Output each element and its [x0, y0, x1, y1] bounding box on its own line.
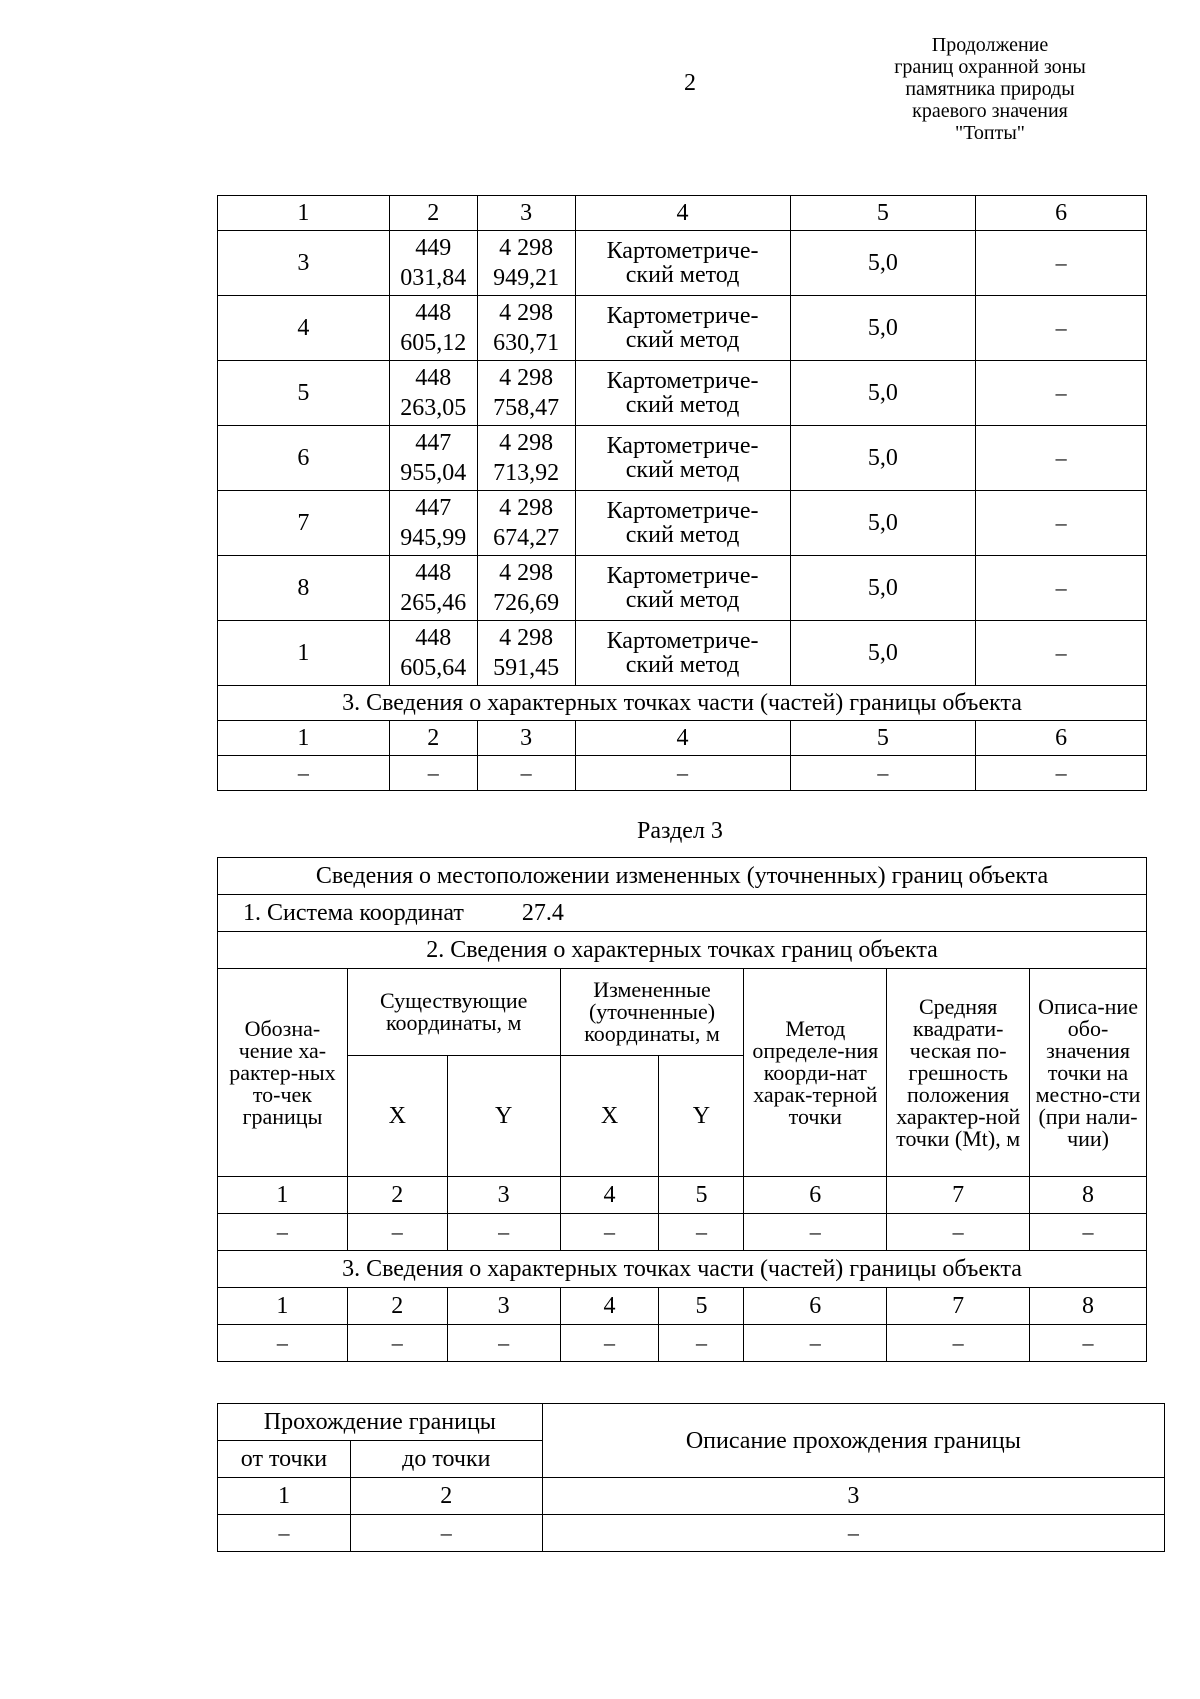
error-value: 5,0 [790, 361, 976, 426]
column-number: 2 [350, 1478, 542, 1515]
y-coordinate-line: 4 298 [499, 625, 554, 651]
dash-cell: – [744, 1325, 887, 1362]
existing-coords-header: Существующие координаты, м [347, 969, 560, 1056]
method-cell [575, 296, 790, 361]
x-coordinate-line: 447 [415, 430, 452, 456]
dash-cell: – [542, 1515, 1164, 1552]
column-number: 4 [560, 1177, 659, 1214]
x-coordinate-line: 605,64 [400, 655, 467, 681]
method-line: ский метод [625, 652, 740, 678]
passage-description-header: Описание прохождения границы [542, 1404, 1164, 1478]
header-cell: 6 [976, 721, 1147, 756]
dash-cell: – [976, 756, 1147, 791]
column-number: 2 [347, 1177, 447, 1214]
continuation-line: Продолжение [931, 34, 1049, 56]
y-coordinate-cell [477, 296, 575, 361]
y-coordinate-cell [477, 361, 575, 426]
header-cell: 5 [790, 721, 976, 756]
y-coordinate-line: 4 298 [499, 365, 554, 391]
method-line: Картометриче- [606, 628, 759, 654]
error-value: 5,0 [790, 231, 976, 296]
x-coordinate-cell [389, 361, 477, 426]
method-line: Картометриче- [606, 368, 759, 394]
designation-header: Обозна-чение ха-рактер-ных то-чек границы [218, 969, 348, 1177]
empty-row [218, 1214, 1147, 1251]
parts-empty-row [218, 756, 1147, 791]
page-number: 2 [684, 70, 696, 96]
error-value: 5,0 [790, 296, 976, 361]
points-table-body [218, 196, 1147, 791]
parts-header-row [218, 721, 1147, 756]
header-cell: 3 [477, 196, 575, 231]
dash-cell: – [1030, 1214, 1147, 1251]
error-value: 5,0 [790, 556, 976, 621]
x-coordinate-line: 955,04 [400, 460, 467, 486]
error-value: 5,0 [790, 426, 976, 491]
y-coordinate-cell [477, 621, 575, 686]
x-coordinate-cell [389, 556, 477, 621]
column-number: 3 [542, 1478, 1164, 1515]
y-coordinate-line: 4 298 [499, 560, 554, 586]
method-line: ский метод [625, 457, 740, 483]
y-coordinate-cell [477, 556, 575, 621]
y-coordinate-cell [477, 491, 575, 556]
points-table [217, 195, 1147, 791]
header-cell: 6 [976, 196, 1147, 231]
method-line: ский метод [625, 587, 740, 613]
method-line: Картометриче- [606, 433, 759, 459]
continuation-line: памятника природы [905, 78, 1075, 100]
method-line: ский метод [625, 522, 740, 548]
column-number: 7 [887, 1288, 1030, 1325]
method-cell [575, 426, 790, 491]
parts-title: 3. Сведения о характерных точках части (частей) границы объекта [218, 686, 1147, 721]
dash-cell: – [350, 1515, 542, 1552]
column-number: 1 [218, 1177, 348, 1214]
x-coordinate-line: 447 [415, 495, 452, 521]
column-number: 7 [887, 1177, 1030, 1214]
column-number: 6 [744, 1288, 887, 1325]
dash-cell: – [347, 1325, 447, 1362]
dash-cell: – [347, 1214, 447, 1251]
dash-cell: – [744, 1214, 887, 1251]
x-coordinate-line: 263,05 [400, 395, 467, 421]
changed-boundaries-title: Сведения о местоположении измененных (уточненных) границ объекта [218, 858, 1147, 895]
column-number: 3 [447, 1177, 560, 1214]
dash-cell: – [659, 1325, 744, 1362]
description-value: – [976, 621, 1147, 686]
dash-cell: – [575, 756, 790, 791]
x-coordinate-line: 265,46 [400, 590, 467, 616]
y-coordinate-line: 4 298 [499, 235, 554, 261]
x-coordinate-cell [389, 426, 477, 491]
header-cell: 3 [477, 721, 575, 756]
point-row [218, 621, 1147, 686]
header-cell: 1 [218, 196, 390, 231]
error-value: 5,0 [790, 491, 976, 556]
x-coordinate-line: 448 [415, 365, 452, 391]
coordinate-system-label: 1. Система координат [243, 900, 464, 926]
parts-title-row [218, 686, 1147, 721]
column-number: 1 [218, 1288, 348, 1325]
x-coordinate-cell [389, 231, 477, 296]
dash-cell: – [560, 1325, 659, 1362]
coordinate-system-value: 27.4 [521, 900, 564, 926]
header-cell: 2 [389, 196, 477, 231]
y-coordinate-line: 630,71 [493, 330, 560, 356]
method-cell [575, 556, 790, 621]
point-number: 4 [218, 296, 390, 361]
dash-cell: – [790, 756, 976, 791]
from-point-header: от точки [218, 1441, 351, 1478]
changed-coords-header: Измененные (уточненные) координаты, м [560, 969, 744, 1056]
method-cell [575, 491, 790, 556]
passage-header: Прохождение границы [218, 1404, 543, 1441]
method-cell [575, 231, 790, 296]
dash-cell: – [560, 1214, 659, 1251]
point-row [218, 426, 1147, 491]
error-value: 5,0 [790, 621, 976, 686]
column-number: 5 [659, 1177, 744, 1214]
dash-cell: – [218, 756, 390, 791]
dash-cell: – [218, 1325, 348, 1362]
method-line: ский метод [625, 262, 740, 288]
continuation-line: краевого значения [912, 100, 1068, 122]
method-cell [575, 621, 790, 686]
continuation-line: границ охранной зоны [894, 56, 1086, 78]
header-cell: 4 [575, 196, 790, 231]
header-cell: 2 [389, 721, 477, 756]
point-number: 8 [218, 556, 390, 621]
method-line: ский метод [625, 392, 740, 418]
y-coordinate-line: 674,27 [493, 525, 560, 551]
x-coordinate-line: 031,84 [400, 265, 467, 291]
parts-title: 3. Сведения о характерных точках части (частей) границы объекта [218, 1251, 1147, 1288]
point-number: 3 [218, 231, 390, 296]
point-row [218, 491, 1147, 556]
dash-cell: – [887, 1325, 1030, 1362]
column-number-row [218, 1177, 1147, 1214]
header-cell: 1 [218, 721, 390, 756]
header-cell: 5 [790, 196, 976, 231]
point-row [218, 361, 1147, 426]
x-coordinate-cell [389, 491, 477, 556]
column-number: 3 [447, 1288, 560, 1325]
column-number: 8 [1030, 1177, 1147, 1214]
continuation-note [860, 34, 1120, 144]
boundary-passage-table [217, 1403, 1165, 1552]
dash-cell: – [218, 1214, 348, 1251]
parts-empty-row [218, 1325, 1147, 1362]
column-number: 6 [744, 1177, 887, 1214]
parts-number-row [218, 1288, 1147, 1325]
y-coordinate-line: 949,21 [493, 265, 560, 291]
x-header: X [347, 1056, 447, 1177]
y-coordinate-line: 758,47 [493, 395, 560, 421]
to-point-header: до точки [350, 1441, 542, 1478]
y-coordinate-cell [477, 426, 575, 491]
y-coordinate-line: 713,92 [493, 460, 560, 486]
point-number: 1 [218, 621, 390, 686]
dash-cell: – [659, 1214, 744, 1251]
dash-cell: – [1030, 1325, 1147, 1362]
y-coordinate-line: 726,69 [493, 590, 560, 616]
description-value: – [976, 231, 1147, 296]
dash-cell: – [218, 1515, 351, 1552]
x-coordinate-line: 945,99 [400, 525, 467, 551]
y-coordinate-line: 4 298 [499, 430, 554, 456]
y-header: Y [659, 1056, 744, 1177]
dash-cell: – [477, 756, 575, 791]
y-coordinate-line: 4 298 [499, 495, 554, 521]
point-number: 7 [218, 491, 390, 556]
point-row [218, 556, 1147, 621]
description-value: – [976, 296, 1147, 361]
x-coordinate-line: 605,12 [400, 330, 467, 356]
method-header: Метод определе-ния коорди-нат харак-терной точки [744, 969, 887, 1177]
points-title: 2. Сведения о характерных точках границ объекта [218, 932, 1147, 969]
description-value: – [976, 491, 1147, 556]
header-cell: 4 [575, 721, 790, 756]
passage-number-row [218, 1478, 1165, 1515]
dash-cell: – [447, 1325, 560, 1362]
continuation-line: "Топты" [955, 122, 1025, 144]
column-number: 5 [659, 1288, 744, 1325]
section-3-title: Раздел 3 [637, 818, 723, 844]
y-coordinate-line: 4 298 [499, 300, 554, 326]
points-table-header [218, 196, 1147, 231]
x-coordinate-line: 448 [415, 560, 452, 586]
x-coordinate-line: 448 [415, 625, 452, 651]
passage-empty-row [218, 1515, 1165, 1552]
point-number: 5 [218, 361, 390, 426]
method-line: ский метод [625, 327, 740, 353]
x-header: X [560, 1056, 659, 1177]
method-line: Картометриче- [606, 498, 759, 524]
x-coordinate-line: 448 [415, 300, 452, 326]
x-coordinate-line: 449 [415, 235, 452, 261]
y-coordinate-cell [477, 231, 575, 296]
dash-cell: – [447, 1214, 560, 1251]
column-number: 4 [560, 1288, 659, 1325]
description-value: – [976, 426, 1147, 491]
method-line: Картометриче- [606, 303, 759, 329]
column-number: 2 [347, 1288, 447, 1325]
column-number: 8 [1030, 1288, 1147, 1325]
column-number: 1 [218, 1478, 351, 1515]
error-header: Средняя квадрати-ческая по-грешность положения характер-ной точки (Mt), м [887, 969, 1030, 1177]
description-header: Описа-ние обо-значения точки на местно-сти (при нали-чии) [1030, 969, 1147, 1177]
description-value: – [976, 361, 1147, 426]
y-coordinate-line: 591,45 [493, 655, 560, 681]
method-line: Картометриче- [606, 563, 759, 589]
dash-cell: – [887, 1214, 1030, 1251]
coordinate-system-row [218, 895, 1147, 932]
point-row [218, 231, 1147, 296]
x-coordinate-cell [389, 621, 477, 686]
method-line: Картометриче- [606, 238, 759, 264]
y-header: Y [447, 1056, 560, 1177]
x-coordinate-cell [389, 296, 477, 361]
method-cell [575, 361, 790, 426]
point-number: 6 [218, 426, 390, 491]
point-row [218, 296, 1147, 361]
description-value: – [976, 556, 1147, 621]
changed-boundaries-table [217, 857, 1147, 1362]
dash-cell: – [389, 756, 477, 791]
